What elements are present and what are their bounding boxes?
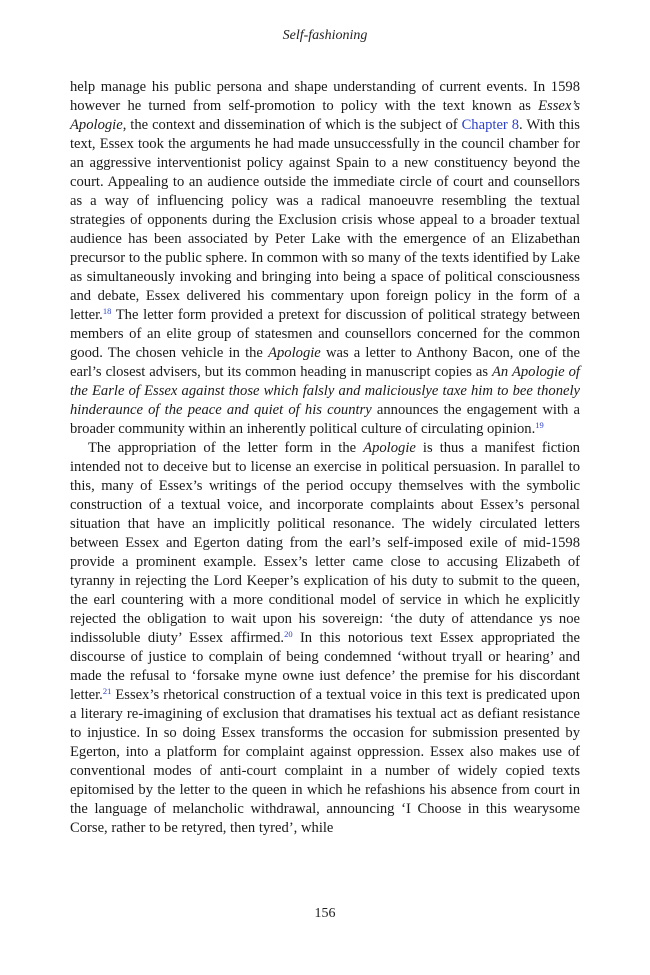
body-text — [70, 78, 580, 838]
running-head: Self-fashioning — [282, 28, 368, 43]
work-title: Apologie — [268, 345, 321, 361]
footnote-ref-20[interactable]: 20 — [284, 629, 293, 639]
footnote-ref-18[interactable]: 18 — [102, 306, 112, 316]
work-title: Essex’s Apologie — [70, 98, 580, 133]
chapter-link[interactable]: Chapter 8 — [461, 117, 520, 133]
work-title: Apologie — [363, 440, 416, 456]
page-number: 156 — [314, 906, 336, 921]
paragraph-1: help manage his public persona and shape understanding of current events. In 1598 however he turned from self-promotion to policy with the text known as Essex’s Apologie, the context and dissemination of which is the subject of Chapter 8. With this text, Essex took the arguments he had made unsuccessfully in the council chamber for an aggressive interventionist policy against Spain to a new constituency beyond the court. Appealing to an audience outside the immediate circle of court and counsellors as a way of influencing policy was a radical manoeuvre resembling the textual strategies of opponents during the Exclusion crisis whose appeal to a broader textual audience has been associated by Peter Lake with the emergence of an Elizabethan precursor to the public sphere. In common with so many of the texts identified by Lake as simultaneously invoking and bringing into being a space of political consciousness and debate, Essex delivered his commentary upon foreign policy in the form of a letter.$^{18}$ The letter form provided a pretext for discussion of political strategy between members of an elite group of statesmen and counsellors concerned for the common good. The chosen vehicle in the Apologie was a letter to Anthony Bacon, one of the earl’s closest advisers, but its common heading in manuscript copies as An Apologie of the Earle of Essex against those which falsly and maliciouslye taxe him to bee thonely hinderaunce of the peace and quiet of his country announces the engagement with a broader community within an inherently political culture of circulating opinion.$^{19}$ — [70, 79, 581, 437]
footnote-ref-19[interactable]: 19 — [535, 420, 544, 430]
paragraph-2: The appropriation of the letter form in the Apologie is thus a manifest fiction intended not to deceive but to license an exercise in political persuasion. In parallel to this, many of Essex’s writings of the period occupy themselves with the symbolic construction of a textual voice, and incorporate complaints about Essex’s personal situation that have an implicitly political resonance. The widely circulated letters between Essex and Egerton dating from the earl’s self-imposed exile of mid-1598 provide a prominent example. Essex’s letter came close to accusing Elizabeth of tyranny in rejecting the Lord Keeper’s explication of his duty to submit to the queen, the earl countering with a more conditional model of service in which he explicitly rejected the obligation to wait upon his sovereign: ‘the duty of attendance ys noe indissoluble diuty’ Essex affirmed.$^{20}$ In this notorious text Essex appropriated the discourse of justice to complain of being condemned ‘without tryall or hearing’ and made the refusal to ‘forsake myne owne iust defence’ the premise for his discordant letter.$^{21}$ Essex’s rhetorical construction of a textual voice in this text is predicated upon a literary re-imagining of exclusion that dramatises his textual act as defiant resistance to injustice. In so doing Essex transforms the occasion for submission presented by Egerton, into a platform for complaint against oppression. Essex also makes use of conventional modes of anti-court complaint in a number of widely copied texts epitomised by the letter to the queen in which he refashions his absence from court in the language of melancholic withdrawal, announcing ‘I Choose in this wearysome Corse, rather to be retyred, then tyred’, while — [70, 440, 580, 836]
manuscript-heading: An Apologie of the Earle of Essex against those which falsly and maliciouslye taxe him to bee thonely hinderaunce of the peace and quiet of his country — [70, 364, 580, 418]
footnote-ref-21[interactable]: 21 — [102, 686, 112, 696]
